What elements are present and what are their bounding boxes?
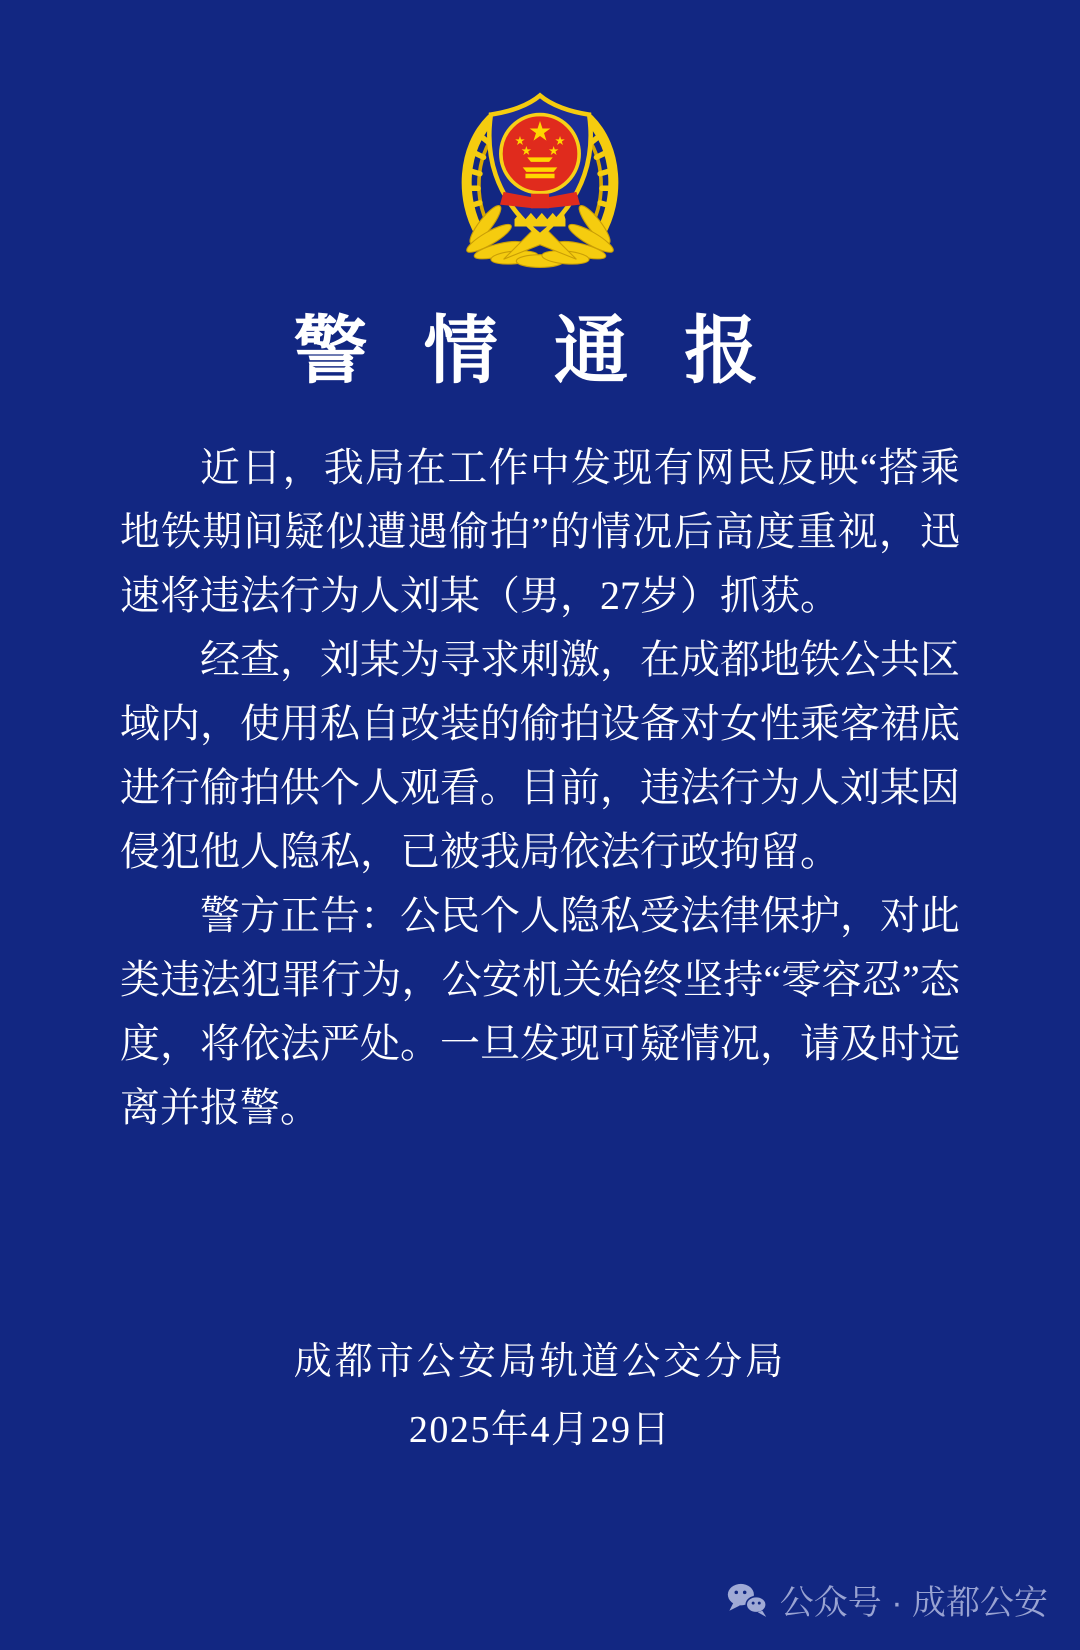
- notice-body: [120, 436, 960, 1140]
- wechat-account-label: 公众号 · 成都公安: [779, 1584, 1048, 1622]
- notice-paragraph-3: 警方正告：公民个人隐私受法律保护，对此类违法犯罪行为，公安机关始终坚持“零容忍”态度，将依法严处。一旦发现可疑情况，请及时远离并报警。: [120, 893, 960, 1130]
- wechat-icon: [724, 1580, 770, 1620]
- notice-title: 警情通报: [293, 311, 815, 393]
- issue-date: 2025年4月29日: [408, 1409, 672, 1451]
- notice-paragraph-2: 经查，刘某为寻求刺激，在成都地铁公共区域内，使用私自改装的偷拍设备对女性乘客裙底进行偷拍供个人观看。目前，违法行为人刘某因侵犯他人隐私，已被我局依法行政拘留。: [120, 637, 960, 874]
- police-badge-icon: [449, 90, 631, 272]
- issuing-authority: 成都市公安局轨道公交分局: [293, 1341, 787, 1383]
- notice-paragraph-1: 近日，我局在工作中发现有网民反映“搭乘地铁期间疑似遭遇偷拍”的情况后高度重视，迅速将违法行为人刘某（男，27岁）抓获。: [120, 445, 960, 618]
- footer-wechat-account: [724, 1575, 1048, 1624]
